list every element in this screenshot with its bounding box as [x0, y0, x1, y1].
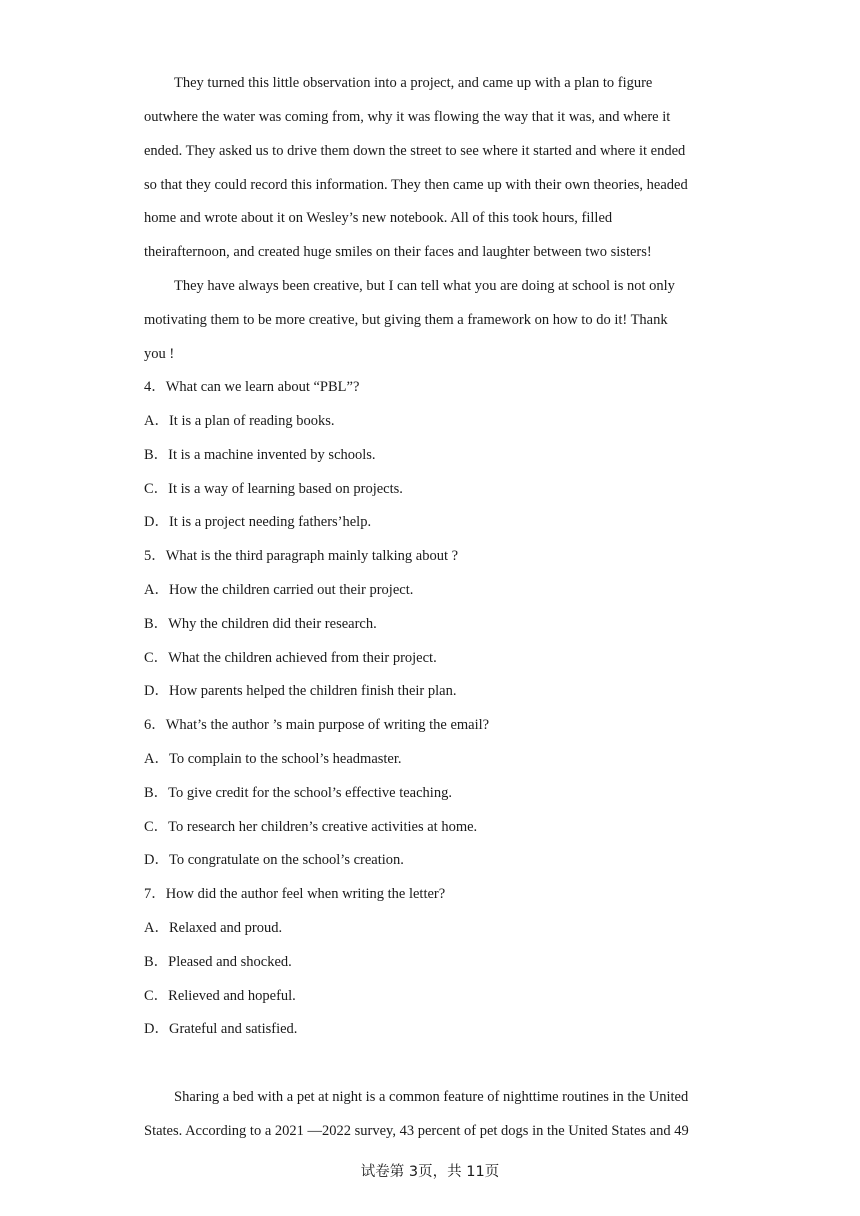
answer-option[interactable]: A．To complain to the school’s headmaster. [144, 751, 402, 767]
question-stem: 5．What is the third paragraph mainly talking about ? [144, 548, 459, 564]
passage-line: States. According to a 2021 —2022 survey, 43 percent of pet dogs in the United States and 49 [144, 1123, 689, 1139]
passage-line: ended. They asked us to drive them down the street to see where it started and where it ended [144, 143, 686, 159]
answer-option[interactable]: C．It is a way of learning based on projects. [144, 481, 403, 497]
answer-option[interactable]: D．To congratulate on the school’s creation. [144, 852, 404, 868]
passage-line: home and wrote about it on Wesley’s new notebook. All of this took hours, filled [144, 210, 613, 226]
passage-line: you ! [144, 346, 175, 362]
answer-option[interactable]: D．Grateful and satisfied. [144, 1021, 298, 1037]
question-stem: 4．What can we learn about “PBL”? [144, 379, 360, 395]
answer-option[interactable]: A．How the children carried out their project. [144, 582, 414, 598]
passage-line: so that they could record this information. They then came up with their own theories, headed [144, 177, 688, 193]
passage-line: They turned this little observation into a project, and came up with a plan to figure [174, 75, 653, 91]
answer-option[interactable]: B．To give credit for the school’s effective teaching. [144, 785, 452, 801]
answer-option[interactable]: B．Pleased and shocked. [144, 954, 292, 970]
question-stem: 7．How did the author feel when writing the letter? [144, 886, 446, 902]
passage-line: theirafternoon, and created huge smiles on their faces and laughter between two sisters! [144, 244, 652, 260]
answer-option[interactable]: D．It is a project needing fathers’help. [144, 514, 372, 530]
answer-option[interactable]: A．Relaxed and proud. [144, 920, 283, 936]
answer-option[interactable]: C．To research her children’s creative activities at home. [144, 819, 478, 835]
answer-option[interactable]: B．It is a machine invented by schools. [144, 447, 376, 463]
answer-option[interactable]: C．Relieved and hopeful. [144, 988, 296, 1004]
page-footer: 试卷第 3页，共 11页 [360, 1164, 500, 1180]
passage-line: They have always been creative, but I can tell what you are doing at school is not only [174, 278, 675, 294]
question-stem: 6．What’s the author ’s main purpose of writing the email? [144, 717, 490, 733]
passage-line: outwhere the water was coming from, why it was flowing the way that it was, and where it [144, 109, 671, 125]
passage-line: motivating them to be more creative, but giving them a framework on how to do it! Thank [144, 312, 668, 328]
answer-option[interactable]: C．What the children achieved from their project. [144, 650, 437, 666]
answer-option[interactable]: A．It is a plan of reading books. [144, 413, 335, 429]
answer-option[interactable]: D．How parents helped the children finish their plan. [144, 683, 457, 699]
answer-option[interactable]: B．Why the children did their research. [144, 616, 377, 632]
passage-line: Sharing a bed with a pet at night is a common feature of nighttime routines in the United [174, 1089, 689, 1105]
